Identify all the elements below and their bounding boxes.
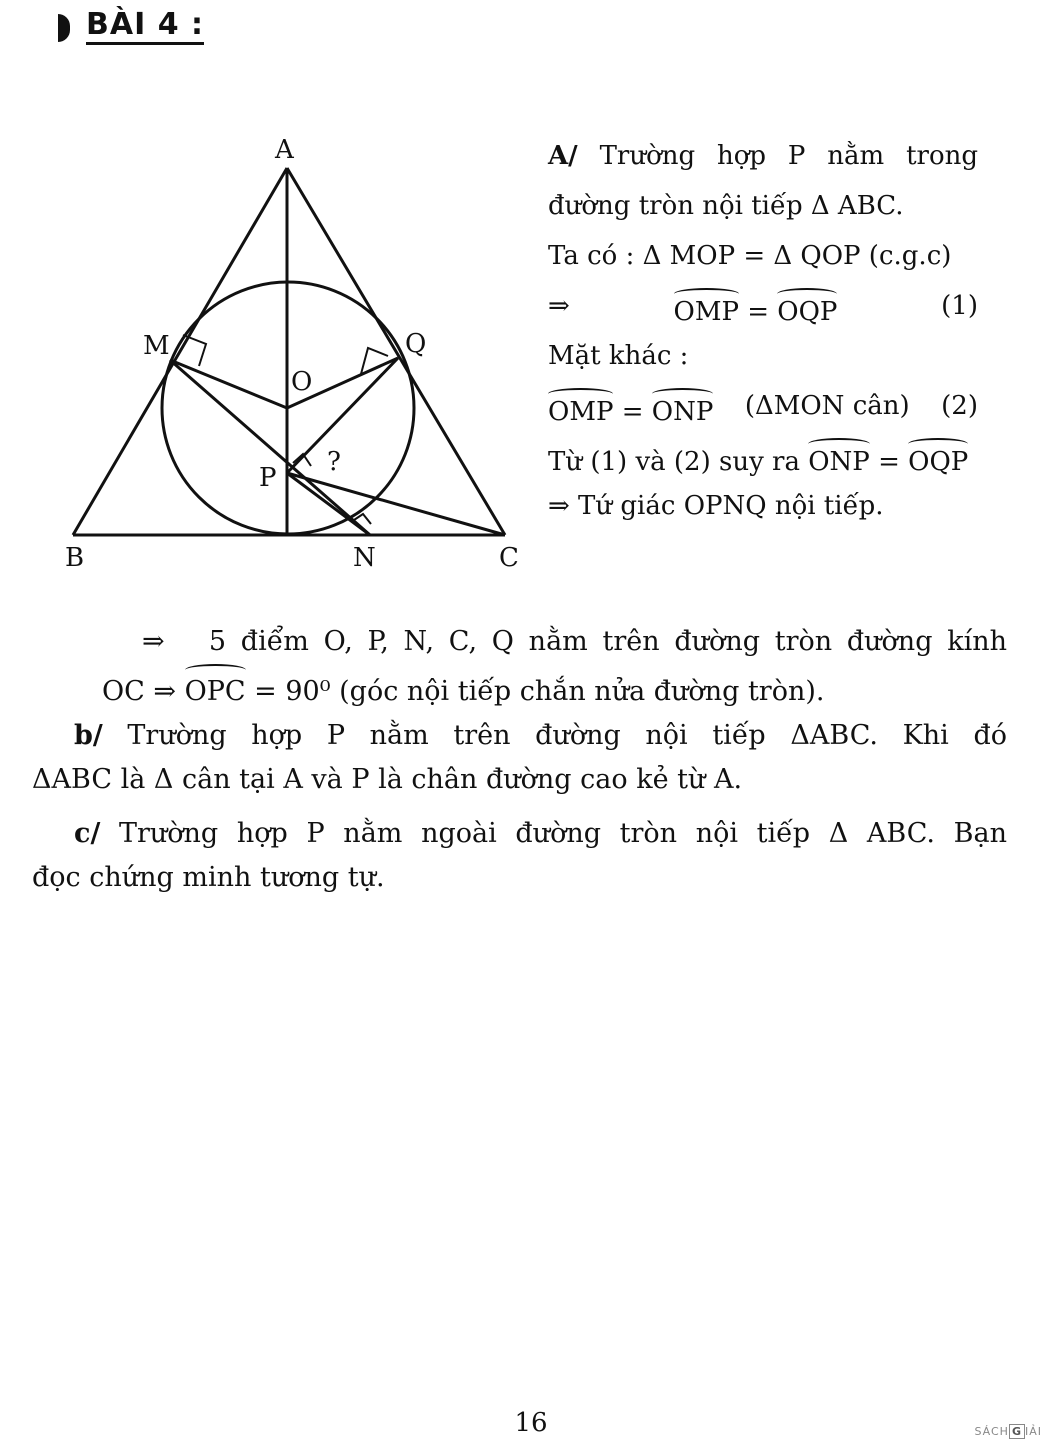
equation-2: OMP = ONP (ΔMON cân) (2): [548, 388, 978, 424]
side-ac: [287, 168, 505, 535]
label-question: ?: [327, 447, 341, 477]
body-line-2: OC ⇒ OPC = 90⁰ (góc nội tiếp chắn nửa đường tròn).: [32, 664, 1007, 714]
side-ab: [73, 168, 287, 535]
case-c-line-1: c/ Trường hợp P nằm ngoài đường tròn nội tiếp Δ ABC. Bạn: [74, 818, 1007, 849]
case-b-line-1: b/ Trường hợp P nằm trên đường nội tiếp ΔABC. Khi đó: [74, 720, 1007, 751]
case-a-line-5: Mặt khác :: [548, 341, 689, 371]
page-number: 16: [514, 1408, 548, 1438]
bullet-icon: [58, 14, 70, 42]
angle-onp-2: ONP: [808, 438, 870, 480]
equation-3: Từ (1) và (2) suy ra ONP = OQP: [548, 438, 978, 474]
equation-1-number: (1): [941, 291, 978, 321]
case-c-tag: c/: [74, 818, 101, 849]
solution-body: [32, 620, 1007, 900]
angle-omp-2: OMP: [548, 388, 613, 430]
label-m: M: [143, 331, 170, 361]
case-c-line-2: đọc chứng minh tương tự.: [32, 862, 385, 893]
case-b-tag: b/: [74, 720, 103, 751]
equation-2-number: (2): [941, 391, 978, 421]
case-a-conclusion: ⇒ Tứ giác OPNQ nội tiếp.: [548, 491, 884, 521]
angle-oqp-2: OQP: [908, 438, 968, 480]
label-a: A: [275, 135, 294, 165]
label-o: O: [291, 367, 313, 397]
angle-onp: ONP: [652, 388, 714, 430]
case-a-line-3: Ta có : Δ MOP = Δ QOP (c.g.c): [548, 241, 952, 271]
case-a-line-2: đường tròn nội tiếp Δ ABC.: [548, 191, 904, 221]
label-n: N: [353, 543, 376, 573]
angle-opc: OPC: [185, 664, 246, 714]
angle-oqp: OQP: [777, 288, 837, 330]
label-c: C: [499, 543, 519, 573]
case-a-tag: A/: [548, 141, 578, 171]
angle-omp: OMP: [674, 288, 739, 330]
segment-pn: [287, 473, 370, 535]
brand-logo: SÁCH G IẢI: [974, 1425, 1042, 1438]
exercise-title: BÀI 4 :: [86, 10, 204, 45]
label-p: P: [259, 463, 277, 493]
exercise-heading: [58, 7, 205, 45]
case-b-line-2: ΔABC là Δ cân tại A và P là chân đường cao kẻ từ A.: [32, 764, 743, 795]
equation-2-note: (ΔMON cân): [744, 391, 910, 421]
geometry-figure: [55, 130, 535, 580]
label-q: Q: [405, 329, 427, 359]
body-line-1: ⇒ 5 điểm O, P, N, C, Q nằm trên đường tròn đường kính: [142, 626, 1007, 657]
segment-mo: [170, 360, 287, 408]
equation-1: ⇒ OMP = OQP (1): [548, 288, 978, 324]
label-b: B: [65, 543, 85, 573]
case-a-column: [548, 138, 978, 538]
case-a-line-1: A/ Trường hợp P nằm trong: [548, 141, 978, 171]
